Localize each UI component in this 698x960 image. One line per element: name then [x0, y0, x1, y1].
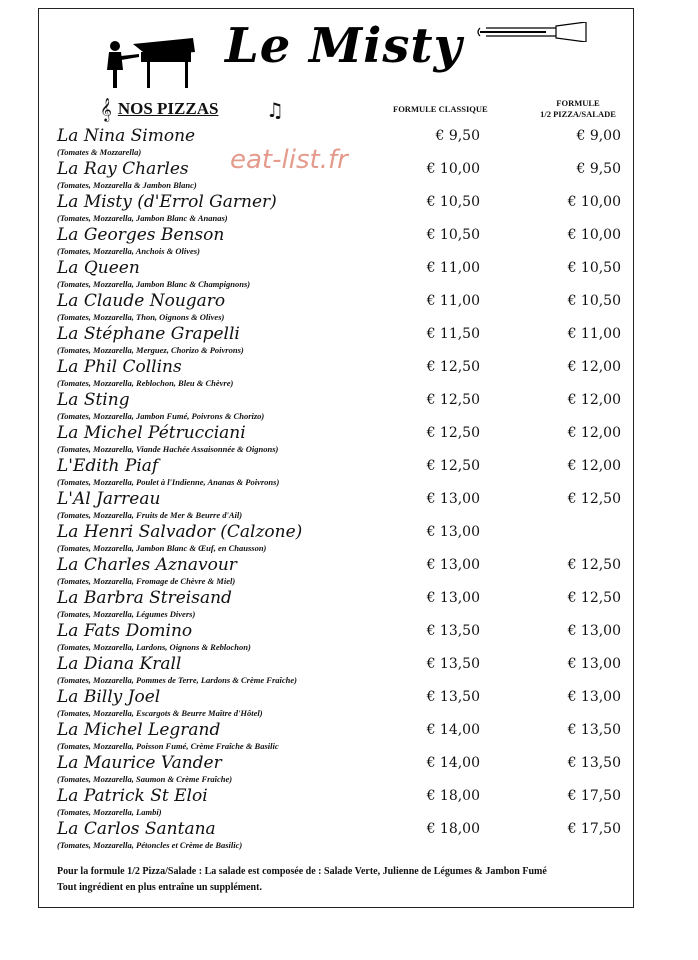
- item-description: (Tomates, Mozzarella, Escargots & Beurre Maître d'Hôtel): [57, 708, 263, 718]
- price-classique: € 11,50: [426, 326, 480, 342]
- item-description: (Tomates, Mozzarella, Jambon Blanc & Ananas): [57, 213, 228, 223]
- item-description: (Tomates & Mozzarella): [57, 147, 142, 157]
- menu-item: [0, 423, 698, 456]
- price-pizza-salade: € 10,00: [567, 227, 621, 243]
- item-name: La Nina Simone: [57, 126, 196, 146]
- price-classique: € 12,50: [426, 392, 480, 408]
- menu-item: [0, 621, 698, 654]
- menu-item: [0, 489, 698, 522]
- section-title: [100, 96, 218, 122]
- item-description: (Tomates, Mozzarella, Légumes Divers): [57, 609, 196, 619]
- price-pizza-salade: € 10,50: [567, 293, 621, 309]
- price-classique: € 14,00: [426, 755, 480, 771]
- item-name: La Phil Collins: [57, 357, 182, 377]
- item-description: (Tomates, Mozzarella, Jambon Blanc & Champignons): [57, 279, 251, 289]
- price-classique: € 10,00: [426, 161, 480, 177]
- item-description: (Tomates, Mozzarella, Viande Hachée Assaisonnée & Oignons): [57, 444, 279, 454]
- trombone-icon: [476, 22, 588, 42]
- menu-item: [0, 555, 698, 588]
- item-name: La Diana Krall: [57, 654, 182, 674]
- price-classique: € 12,50: [426, 458, 480, 474]
- column-head-line1: FORMULE: [556, 98, 600, 108]
- price-pizza-salade: € 12,50: [567, 590, 621, 606]
- item-description: (Tomates, Mozzarella, Pommes de Terre, Lardons & Crème Fraîche): [57, 675, 297, 685]
- price-classique: € 13,00: [426, 557, 480, 573]
- price-pizza-salade: € 12,00: [567, 359, 621, 375]
- price-classique: € 13,00: [426, 491, 480, 507]
- item-name: L'Al Jarreau: [57, 489, 161, 509]
- price-pizza-salade: € 10,50: [567, 260, 621, 276]
- price-pizza-salade: € 12,00: [567, 458, 621, 474]
- music-note-icon: 𝄞: [100, 97, 112, 121]
- price-pizza-salade: € 17,50: [567, 788, 621, 804]
- item-description: (Tomates, Mozzarella, Anchois & Olives): [57, 246, 200, 256]
- item-description: (Tomates, Mozzarella, Poulet à l'Indienne, Ananas & Poivrons): [57, 477, 280, 487]
- price-pizza-salade: € 10,00: [567, 194, 621, 210]
- price-pizza-salade: € 17,50: [567, 821, 621, 837]
- price-classique: € 12,50: [426, 425, 480, 441]
- price-classique: € 11,00: [426, 260, 480, 276]
- price-pizza-salade: € 12,00: [567, 392, 621, 408]
- piano-player-icon: [103, 30, 198, 90]
- price-pizza-salade: € 13,50: [567, 722, 621, 738]
- menu-item: [0, 324, 698, 357]
- item-name: La Carlos Santana: [57, 819, 216, 839]
- menu-item: [0, 720, 698, 753]
- menu-item: [0, 654, 698, 687]
- item-description: (Tomates, Mozzarella & Jambon Blanc): [57, 180, 197, 190]
- item-description: (Tomates, Mozzarella, Lardons, Oignons & Reblochon): [57, 642, 251, 652]
- menu-item: [0, 126, 698, 159]
- item-name: La Charles Aznavour: [57, 555, 237, 575]
- item-name: La Maurice Vander: [57, 753, 222, 773]
- price-pizza-salade: € 12,00: [567, 425, 621, 441]
- item-name: La Misty (d'Errol Garner): [57, 192, 277, 212]
- price-classique: € 14,00: [426, 722, 480, 738]
- menu-item: [0, 786, 698, 819]
- menu-item: [0, 159, 698, 192]
- menu-item: [0, 291, 698, 324]
- item-description: (Tomates, Mozzarella, Pétoncles et Crème de Basilic): [57, 840, 243, 850]
- item-name: La Sting: [57, 390, 130, 410]
- menu-item: [0, 819, 698, 852]
- item-name: La Queen: [57, 258, 140, 278]
- section-label: NOS PIZZAS: [117, 99, 219, 118]
- menu-item: [0, 192, 698, 225]
- column-head-line2: 1/2 PIZZA/SALADE: [540, 109, 616, 119]
- price-classique: € 10,50: [426, 194, 480, 210]
- column-head-pizza-salade: [528, 98, 628, 120]
- footer-line: Tout ingrédient en plus entraîne un supplément.: [57, 882, 262, 893]
- price-classique: € 13,50: [426, 623, 480, 639]
- price-classique: € 13,00: [426, 524, 480, 540]
- menu-item: [0, 456, 698, 489]
- restaurant-title: Le Misty: [225, 18, 463, 74]
- menu-item: [0, 588, 698, 621]
- item-description: (Tomates, Mozzarella, Fromage de Chèvre & Miel): [57, 576, 236, 586]
- item-description: (Tomates, Mozzarella, Fruits de Mer & Beurre d'Ail): [57, 510, 243, 520]
- item-name: La Ray Charles: [57, 159, 189, 179]
- item-name: La Fats Domino: [57, 621, 193, 641]
- price-classique: € 9,50: [435, 128, 480, 144]
- item-name: La Billy Joel: [57, 687, 161, 707]
- item-description: (Tomates, Mozzarella, Saumon & Crème Fraîche): [57, 774, 233, 784]
- price-pizza-salade: € 13,50: [567, 755, 621, 771]
- price-pizza-salade: € 13,00: [567, 689, 621, 705]
- item-description: (Tomates, Mozzarella, Thon, Oignons & Olives): [57, 312, 225, 322]
- price-pizza-salade: € 9,50: [576, 161, 621, 177]
- pizza-list: [0, 126, 698, 852]
- watermark: eat-list.fr: [230, 145, 348, 175]
- price-classique: € 10,50: [426, 227, 480, 243]
- price-classique: € 13,00: [426, 590, 480, 606]
- price-pizza-salade: € 9,00: [576, 128, 621, 144]
- price-classique: € 11,00: [426, 293, 480, 309]
- item-name: La Michel Pétrucciani: [57, 423, 246, 443]
- price-pizza-salade: € 11,00: [567, 326, 621, 342]
- menu-item: [0, 258, 698, 291]
- price-pizza-salade: € 12,50: [567, 491, 621, 507]
- price-classique: € 13,50: [426, 656, 480, 672]
- item-name: La Claude Nougaro: [57, 291, 226, 311]
- column-head-classique: FORMULE CLASSIQUE: [393, 104, 488, 114]
- menu-item: [0, 390, 698, 423]
- footer-line: Pour la formule 1/2 Pizza/Salade : La salade est composée de : Salade Verte, Julienne de Légumes & Jambon Fumé: [57, 866, 547, 877]
- price-classique: € 13,50: [426, 689, 480, 705]
- item-description: (Tomates, Mozzarella, Reblochon, Bleu & Chèvre): [57, 378, 234, 388]
- price-classique: € 18,00: [426, 788, 480, 804]
- menu-item: [0, 687, 698, 720]
- item-name: La Henri Salvador (Calzone): [57, 522, 303, 542]
- item-description: (Tomates, Mozzarella, Lambi): [57, 807, 162, 817]
- price-pizza-salade: € 12,50: [567, 557, 621, 573]
- price-pizza-salade: € 13,00: [567, 656, 621, 672]
- price-pizza-salade: € 13,00: [567, 623, 621, 639]
- menu-item: [0, 357, 698, 390]
- item-name: La Patrick St Eloi: [57, 786, 208, 806]
- price-classique: € 18,00: [426, 821, 480, 837]
- item-name: La Barbra Streisand: [57, 588, 232, 608]
- menu-item: [0, 522, 698, 555]
- item-description: (Tomates, Mozzarella, Merguez, Chorizo & Poivrons): [57, 345, 244, 355]
- item-description: (Tomates, Mozzarella, Jambon Fumé, Poivrons & Chorizo): [57, 411, 265, 421]
- item-name: La Stéphane Grapelli: [57, 324, 240, 344]
- menu-item: [0, 753, 698, 786]
- item-name: La Michel Legrand: [57, 720, 221, 740]
- item-description: (Tomates, Mozzarella, Poisson Fumé, Crème Fraîche & Basilic: [57, 741, 279, 751]
- price-classique: € 12,50: [426, 359, 480, 375]
- menu-item: [0, 225, 698, 258]
- item-name: L'Edith Piaf: [57, 456, 159, 476]
- music-note-icon: ♫: [266, 98, 284, 122]
- footer-notes: [57, 864, 547, 896]
- item-name: La Georges Benson: [57, 225, 225, 245]
- item-description: (Tomates, Mozzarella, Jambon Blanc & Œuf, en Chausson): [57, 543, 267, 553]
